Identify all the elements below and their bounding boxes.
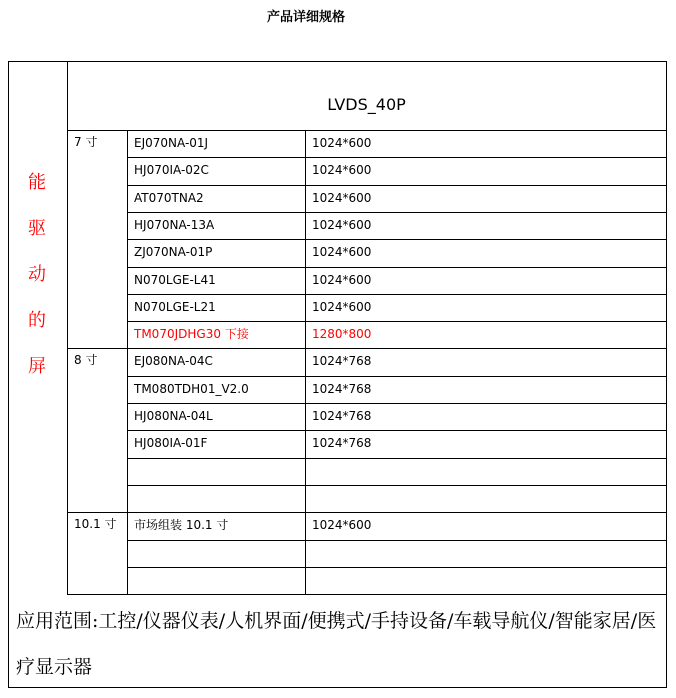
table-rule-horizontal: [127, 430, 667, 431]
model-cell: TM070JDHG30 下接: [134, 327, 249, 342]
table-rule-horizontal: [127, 267, 667, 268]
table-rule-horizontal: [127, 157, 667, 158]
model-cell: TM080TDH01_V2.0: [134, 381, 249, 396]
model-cell: 市场组装 10.1 寸: [134, 518, 229, 533]
resolution-cell: 1024*600: [312, 518, 372, 533]
size-cell: 10.1 寸: [74, 517, 117, 532]
size-cell: 8 寸: [74, 353, 98, 368]
resolution-cell: 1024*600: [312, 245, 372, 260]
model-cell: HJ080IA-01F: [134, 436, 208, 451]
table-rule-vertical: [8, 61, 9, 688]
table-rule-horizontal: [67, 594, 667, 595]
interface-header: LVDS_40P: [327, 95, 406, 114]
table-rule-horizontal: [8, 61, 667, 62]
table-rule-vertical: [67, 61, 68, 594]
table-rule-horizontal: [67, 348, 667, 349]
side-char: 动: [28, 264, 46, 285]
table-rule-horizontal: [127, 567, 667, 568]
resolution-cell: 1024*600: [312, 136, 372, 150]
table-rule-horizontal: [67, 512, 667, 513]
table-rule-horizontal: [127, 540, 667, 541]
table-rule-horizontal: [127, 485, 667, 486]
resolution-cell: 1024*600: [312, 163, 372, 178]
model-cell: EJ080NA-04C: [134, 354, 213, 369]
side-char: 能: [28, 172, 46, 193]
resolution-cell: 1024*768: [312, 409, 372, 423]
side-char: 的: [28, 310, 46, 331]
model-cell: AT070TNA2: [134, 190, 204, 205]
resolution-cell: 1024*768: [312, 381, 372, 396]
resolution-cell: 1024*600: [312, 217, 372, 232]
table-rule-horizontal: [127, 376, 667, 377]
size-cell: 7 寸: [74, 135, 98, 149]
resolution-cell: 1024*768: [312, 354, 372, 369]
side-char: 驱: [28, 218, 46, 239]
table-rule-horizontal: [127, 294, 667, 295]
model-cell: HJ070NA-13A: [134, 217, 215, 232]
resolution-cell: 1024*600: [312, 190, 372, 205]
side-label: [8, 160, 66, 390]
resolution-cell: 1024*768: [312, 436, 372, 451]
resolution-cell: 1024*600: [312, 272, 372, 287]
table-rule-horizontal: [127, 212, 667, 213]
model-cell: EJ070NA-01J: [134, 136, 209, 150]
model-cell: HJ080NA-04L: [134, 409, 213, 423]
table-rule-horizontal: [127, 185, 667, 186]
model-cell: HJ070IA-02C: [134, 163, 209, 178]
table-rule-vertical: [305, 130, 306, 594]
resolution-cell: 1280*800: [312, 327, 372, 342]
table-rule-vertical: [127, 130, 128, 594]
table-rule-horizontal: [127, 321, 667, 322]
table-rule-horizontal: [127, 458, 667, 459]
model-cell: N070LGE-L21: [134, 299, 216, 314]
table-rule-horizontal: [8, 687, 667, 688]
table-rule-horizontal: [127, 403, 667, 404]
page-title: 产品详细规格: [266, 10, 345, 25]
table-rule-horizontal: [127, 239, 667, 240]
table-rule-horizontal: [67, 130, 667, 131]
model-cell: ZJ070NA-01P: [134, 245, 213, 260]
application-scope: 应用范围:工控/仪器仪表/人机界面/便携式/手持设备/车载导航仪/智能家居/医疗显示器: [16, 610, 657, 678]
side-char: 屏: [28, 356, 46, 377]
resolution-cell: 1024*600: [312, 299, 372, 314]
model-cell: N070LGE-L41: [134, 272, 216, 287]
